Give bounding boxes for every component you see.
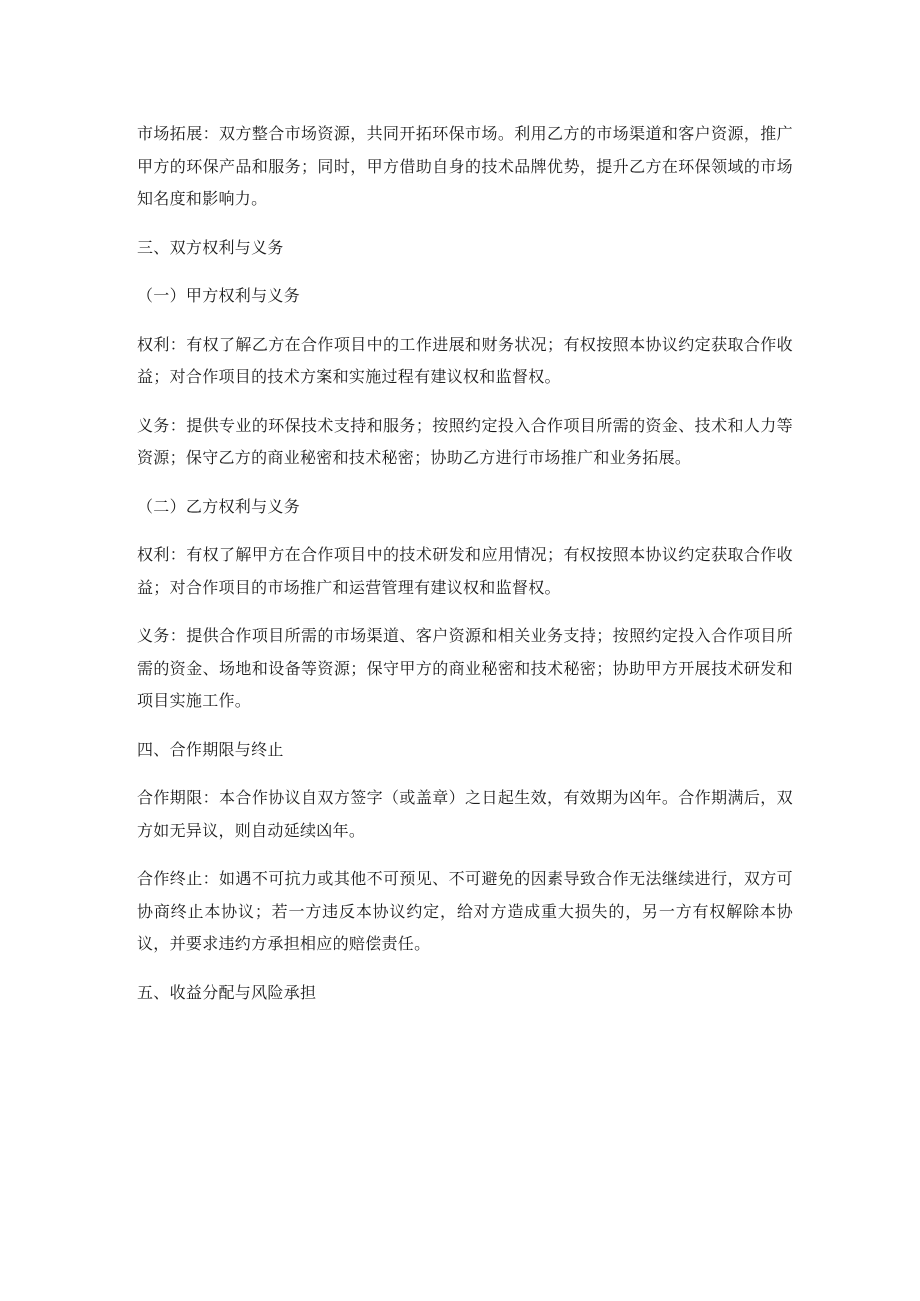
paragraph-cooperation-term: 合作期限：本合作协议自双方签字（或盖章）之日起生效，有效期为凶年。合作期满后，双方如无异议，则自动延续凶年。: [137, 788, 793, 840]
document-page: [137, 118, 793, 1009]
paragraph-party-a-rights: 权利：有权了解乙方在合作项目中的工作进展和财务状况；有权按照本协议约定获取合作收益；对合作项目的技术方案和实施过程有建议权和监督权。: [137, 334, 793, 386]
paragraph-party-b-obligations: 义务：提供合作项目所需的市场渠道、客户资源和相关业务支持；按照约定投入合作项目所需的资金、场地和设备等资源；保守甲方的商业秘密和技术秘密；协助甲方开展技术研发和项目实施工作。: [137, 626, 793, 710]
subsection-heading-party-a: （一）甲方权利与义务: [137, 286, 301, 305]
paragraph-party-b-rights: 权利：有权了解甲方在合作项目中的技术研发和应用情况；有权按照本协议约定获取合作收益；对合作项目的市场推广和运营管理有建议权和监督权。: [137, 545, 793, 597]
section-heading-rights-obligations: 三、双方权利与义务: [137, 237, 284, 257]
paragraph-cooperation-termination: 合作终止：如遇不可抗力或其他不可预见、不可避免的因素导致合作无法继续进行，双方可协商终止本协议；若一方违反本协议约定，给对方造成重大损失的，另一方有权解除本协议，并要求违约方承担相应的赔偿责任。: [137, 869, 793, 953]
subsection-heading-party-b: （二）乙方权利与义务: [137, 496, 301, 516]
section-heading-profit-risk: 五、收益分配与风险承担: [137, 982, 317, 1002]
section-heading-term-termination: 四、合作期限与终止: [137, 739, 284, 759]
paragraph-market-expansion: 市场拓展：双方整合市场资源，共同开拓环保市场。利用乙方的市场渠道和客户资源，推广甲方的环保产品和服务；同时，甲方借助自身的技术品牌优势，提升乙方在环保领域的市场知名度和影响力。: [137, 124, 793, 208]
paragraph-party-a-obligations: 义务：提供专业的环保技术支持和服务；按照约定投入合作项目所需的资金、技术和人力等资源；保守乙方的商业秘密和技术秘密；协助乙方进行市场推广和业务拓展。: [137, 415, 793, 467]
